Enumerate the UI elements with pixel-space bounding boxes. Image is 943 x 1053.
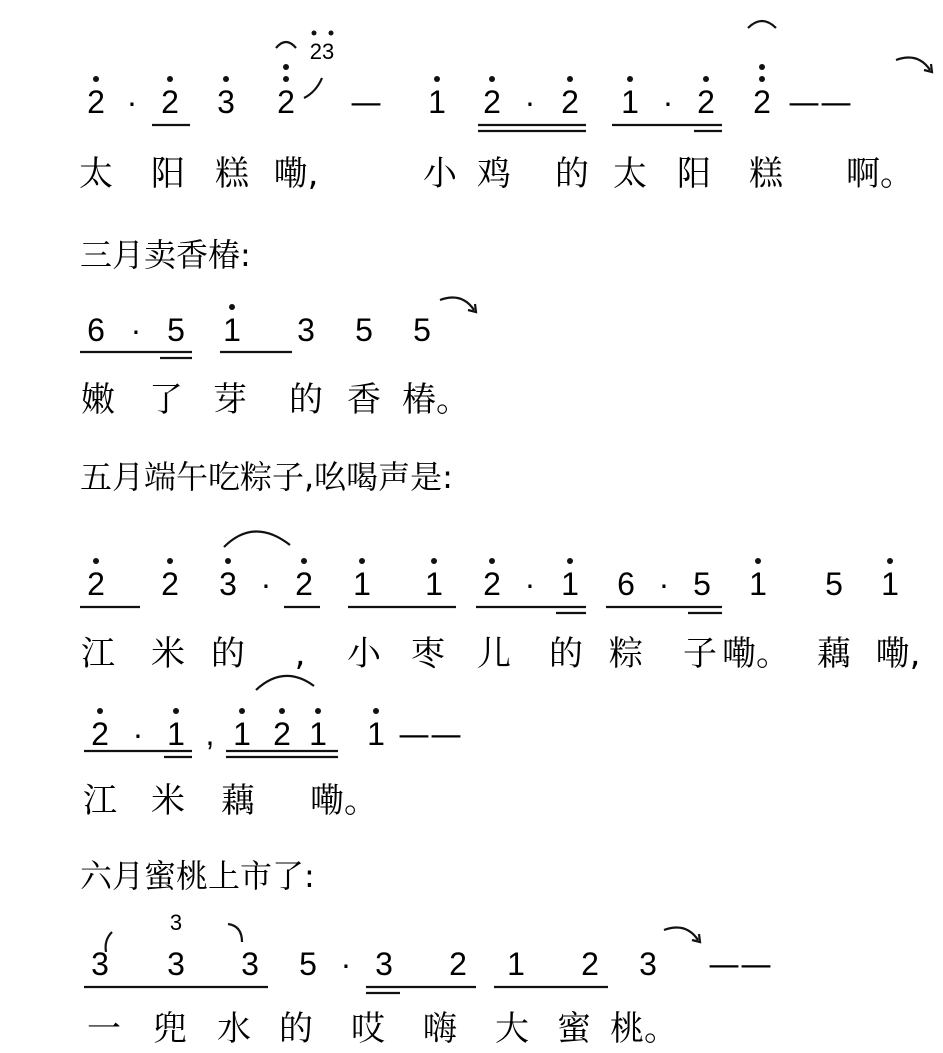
lyric-char-1-10: 啊。 xyxy=(846,154,914,194)
note-3-2: 5 xyxy=(167,312,185,348)
note-0-12: · xyxy=(662,84,674,120)
octave-dot xyxy=(489,76,495,82)
octave-dot xyxy=(239,708,245,714)
note-8-0: 2 xyxy=(91,716,109,752)
lyric-char-12-3: 的 xyxy=(279,1009,313,1049)
note-6-1: 2 xyxy=(161,566,179,602)
note-6-6: 1 xyxy=(425,566,443,602)
note-8-8: —— xyxy=(398,715,462,753)
note-3-0: 6 xyxy=(87,312,105,348)
lyric-char-4-4: 香 xyxy=(347,380,381,420)
octave-dot xyxy=(167,76,173,82)
note-6-5: 1 xyxy=(353,566,371,602)
note-11-0: 3 xyxy=(91,946,109,982)
octave-dot xyxy=(329,31,334,36)
octave-dot xyxy=(627,76,633,82)
slur xyxy=(224,531,290,547)
note-8-4: 1 xyxy=(233,716,251,752)
lyric-char-12-1: 兜 xyxy=(153,1009,187,1049)
note-0-9: · xyxy=(524,84,536,120)
heading-june: 六月蜜桃上市了: xyxy=(80,857,315,895)
lyric-char-4-5: 椿。 xyxy=(402,380,470,420)
breath-arrow xyxy=(440,298,474,310)
lyric-char-1-3: 嘞, xyxy=(273,154,319,194)
lyric-char-1-8: 阳 xyxy=(677,154,711,194)
note-11-8: 2 xyxy=(581,946,599,982)
note-3-3: 1 xyxy=(223,312,241,348)
octave-dot xyxy=(703,76,709,82)
octave-dot xyxy=(173,708,179,714)
octave-dot xyxy=(373,708,379,714)
note-0-8: 2 xyxy=(483,84,501,120)
note-11-4: · xyxy=(340,946,352,982)
note-11-10: —— xyxy=(708,945,772,983)
note-11-1: 3 xyxy=(167,946,185,982)
note-0-13: 2 xyxy=(697,84,715,120)
note-11-5: 3 xyxy=(375,946,393,982)
octave-dot xyxy=(887,558,893,564)
octave-dot xyxy=(225,558,231,564)
lyric-char-12-2: 水 xyxy=(217,1009,251,1049)
lyric-char-1-2: 糕 xyxy=(215,154,249,194)
note-6-11: · xyxy=(658,566,670,602)
note-6-4: 2 xyxy=(295,566,313,602)
note-11-6: 2 xyxy=(449,946,467,982)
octave-dot xyxy=(567,558,573,564)
note-6-15: 1 xyxy=(881,566,899,602)
lyric-char-1-7: 太 xyxy=(613,154,647,194)
lyric-char-7-8: 粽 xyxy=(609,634,643,674)
note-0-1: · xyxy=(126,84,138,120)
lyric-char-7-12: 嘞, xyxy=(875,634,921,674)
note-0-2: 2 xyxy=(161,84,179,120)
lyric-char-1-5: 鸡 xyxy=(477,154,511,194)
lyric-char-1-0: 太 xyxy=(79,154,113,194)
note-3-5: 5 xyxy=(355,312,373,348)
octave-dot xyxy=(359,558,365,564)
note-0-0: 2 xyxy=(87,84,105,120)
note-11-9: 3 xyxy=(639,946,657,982)
breath-arrow xyxy=(664,928,698,940)
octave-dot xyxy=(759,64,765,70)
octave-dot xyxy=(759,76,765,82)
lyric-char-12-5: 嗨 xyxy=(423,1009,457,1049)
lyric-char-12-4: 哎 xyxy=(351,1009,385,1049)
octave-dot xyxy=(167,558,173,564)
note-0-11: 1 xyxy=(621,84,639,120)
note-8-2: 1 xyxy=(167,716,185,752)
note-6-0: 2 xyxy=(87,566,105,602)
lyric-char-7-0: 江 xyxy=(81,634,115,674)
octave-dot xyxy=(283,64,289,70)
lyric-char-4-3: 的 xyxy=(289,380,323,420)
lyric-char-9-3: 嘞。 xyxy=(310,781,378,821)
note-0-6: — xyxy=(350,83,382,121)
octave-dot xyxy=(312,31,317,36)
note-8-1: · xyxy=(132,716,144,752)
note-11-2: 3 xyxy=(241,946,259,982)
note-6-8: · xyxy=(524,566,536,602)
octave-dot xyxy=(755,558,761,564)
lyric-char-4-2: 芽 xyxy=(213,380,247,420)
lyric-char-9-2: 藕 xyxy=(221,781,255,821)
lyric-char-7-3: , xyxy=(294,634,306,674)
note-6-3: · xyxy=(260,566,272,602)
note-6-13: 1 xyxy=(749,566,767,602)
note-6-10: 6 xyxy=(617,566,635,602)
lyric-char-9-0: 江 xyxy=(83,781,117,821)
slur xyxy=(256,676,314,690)
note-0-3: 3 xyxy=(217,84,235,120)
note-11-7: 1 xyxy=(507,946,525,982)
note-11-3: 5 xyxy=(299,946,317,982)
note-0-4: 2 xyxy=(277,84,295,120)
lyric-char-4-1: 了 xyxy=(149,380,183,420)
note-6-12: 5 xyxy=(693,566,711,602)
fermata-slur xyxy=(276,42,296,48)
lyric-char-12-0: 一 xyxy=(87,1009,121,1049)
lyric-char-7-2: 的 xyxy=(211,634,245,674)
lyric-char-7-6: 儿 xyxy=(477,634,511,674)
octave-dot xyxy=(93,76,99,82)
lyric-char-7-9: 子 xyxy=(683,634,717,674)
heading-may: 五月端午吃粽子,吆喝声是: xyxy=(80,458,453,496)
octave-dot xyxy=(93,558,99,564)
octave-dot xyxy=(229,304,235,310)
lyric-char-9-1: 米 xyxy=(151,781,185,821)
grace-slur xyxy=(304,78,322,98)
lyric-char-7-1: 米 xyxy=(151,634,185,674)
lyric-char-12-8: 桃。 xyxy=(610,1009,678,1049)
lyric-char-1-1: 阳 xyxy=(151,154,185,194)
octave-dot xyxy=(567,76,573,82)
octave-dot xyxy=(431,558,437,564)
octave-dot xyxy=(489,558,495,564)
breath-arrow xyxy=(896,58,930,70)
note-6-7: 2 xyxy=(483,566,501,602)
octave-dot xyxy=(301,558,307,564)
note-3-6: 5 xyxy=(413,312,431,348)
octave-dot xyxy=(97,708,103,714)
note-6-9: 1 xyxy=(561,566,579,602)
lyric-char-7-7: 的 xyxy=(549,634,583,674)
lyric-char-12-7: 蜜 xyxy=(557,1009,591,1049)
lyric-char-1-4: 小 xyxy=(423,154,457,194)
note-3-4: 3 xyxy=(297,312,315,348)
lyric-char-7-10: 嘞。 xyxy=(722,634,790,674)
note-6-14: 5 xyxy=(825,566,843,602)
lyric-char-1-6: 的 xyxy=(555,154,589,194)
note-0-15: —— xyxy=(788,83,852,121)
octave-dot xyxy=(223,76,229,82)
lyric-char-1-9: 糕 xyxy=(749,154,783,194)
lyric-char-4-0: 嫩 xyxy=(81,380,115,420)
note-3-1: · xyxy=(130,312,142,348)
octave-dot xyxy=(279,708,285,714)
heading-march: 三月卖香椿: xyxy=(80,236,251,274)
note-0-14: 2 xyxy=(753,84,771,120)
octave-dot xyxy=(283,76,289,82)
lyric-char-7-11: 藕 xyxy=(817,634,851,674)
octave-dot xyxy=(315,708,321,714)
fermata-slur xyxy=(748,21,776,28)
note-6-2: 3 xyxy=(219,566,237,602)
tuplet-label: 3 xyxy=(169,910,183,935)
octave-dot xyxy=(434,76,440,82)
lyric-char-12-6: 大 xyxy=(495,1009,529,1049)
note-0-10: 2 xyxy=(561,84,579,120)
lyric-char-7-4: 小 xyxy=(347,634,381,674)
note-8-7: 1 xyxy=(367,716,385,752)
lyric-char-7-5: 枣 xyxy=(411,634,445,674)
note-8-3: , xyxy=(205,716,215,752)
tuplet-bracket-right xyxy=(228,924,242,942)
note-8-5: 2 xyxy=(273,716,291,752)
note-8-6: 1 xyxy=(309,716,327,752)
note-0-5: 23 xyxy=(309,39,335,64)
note-0-7: 1 xyxy=(428,84,446,120)
